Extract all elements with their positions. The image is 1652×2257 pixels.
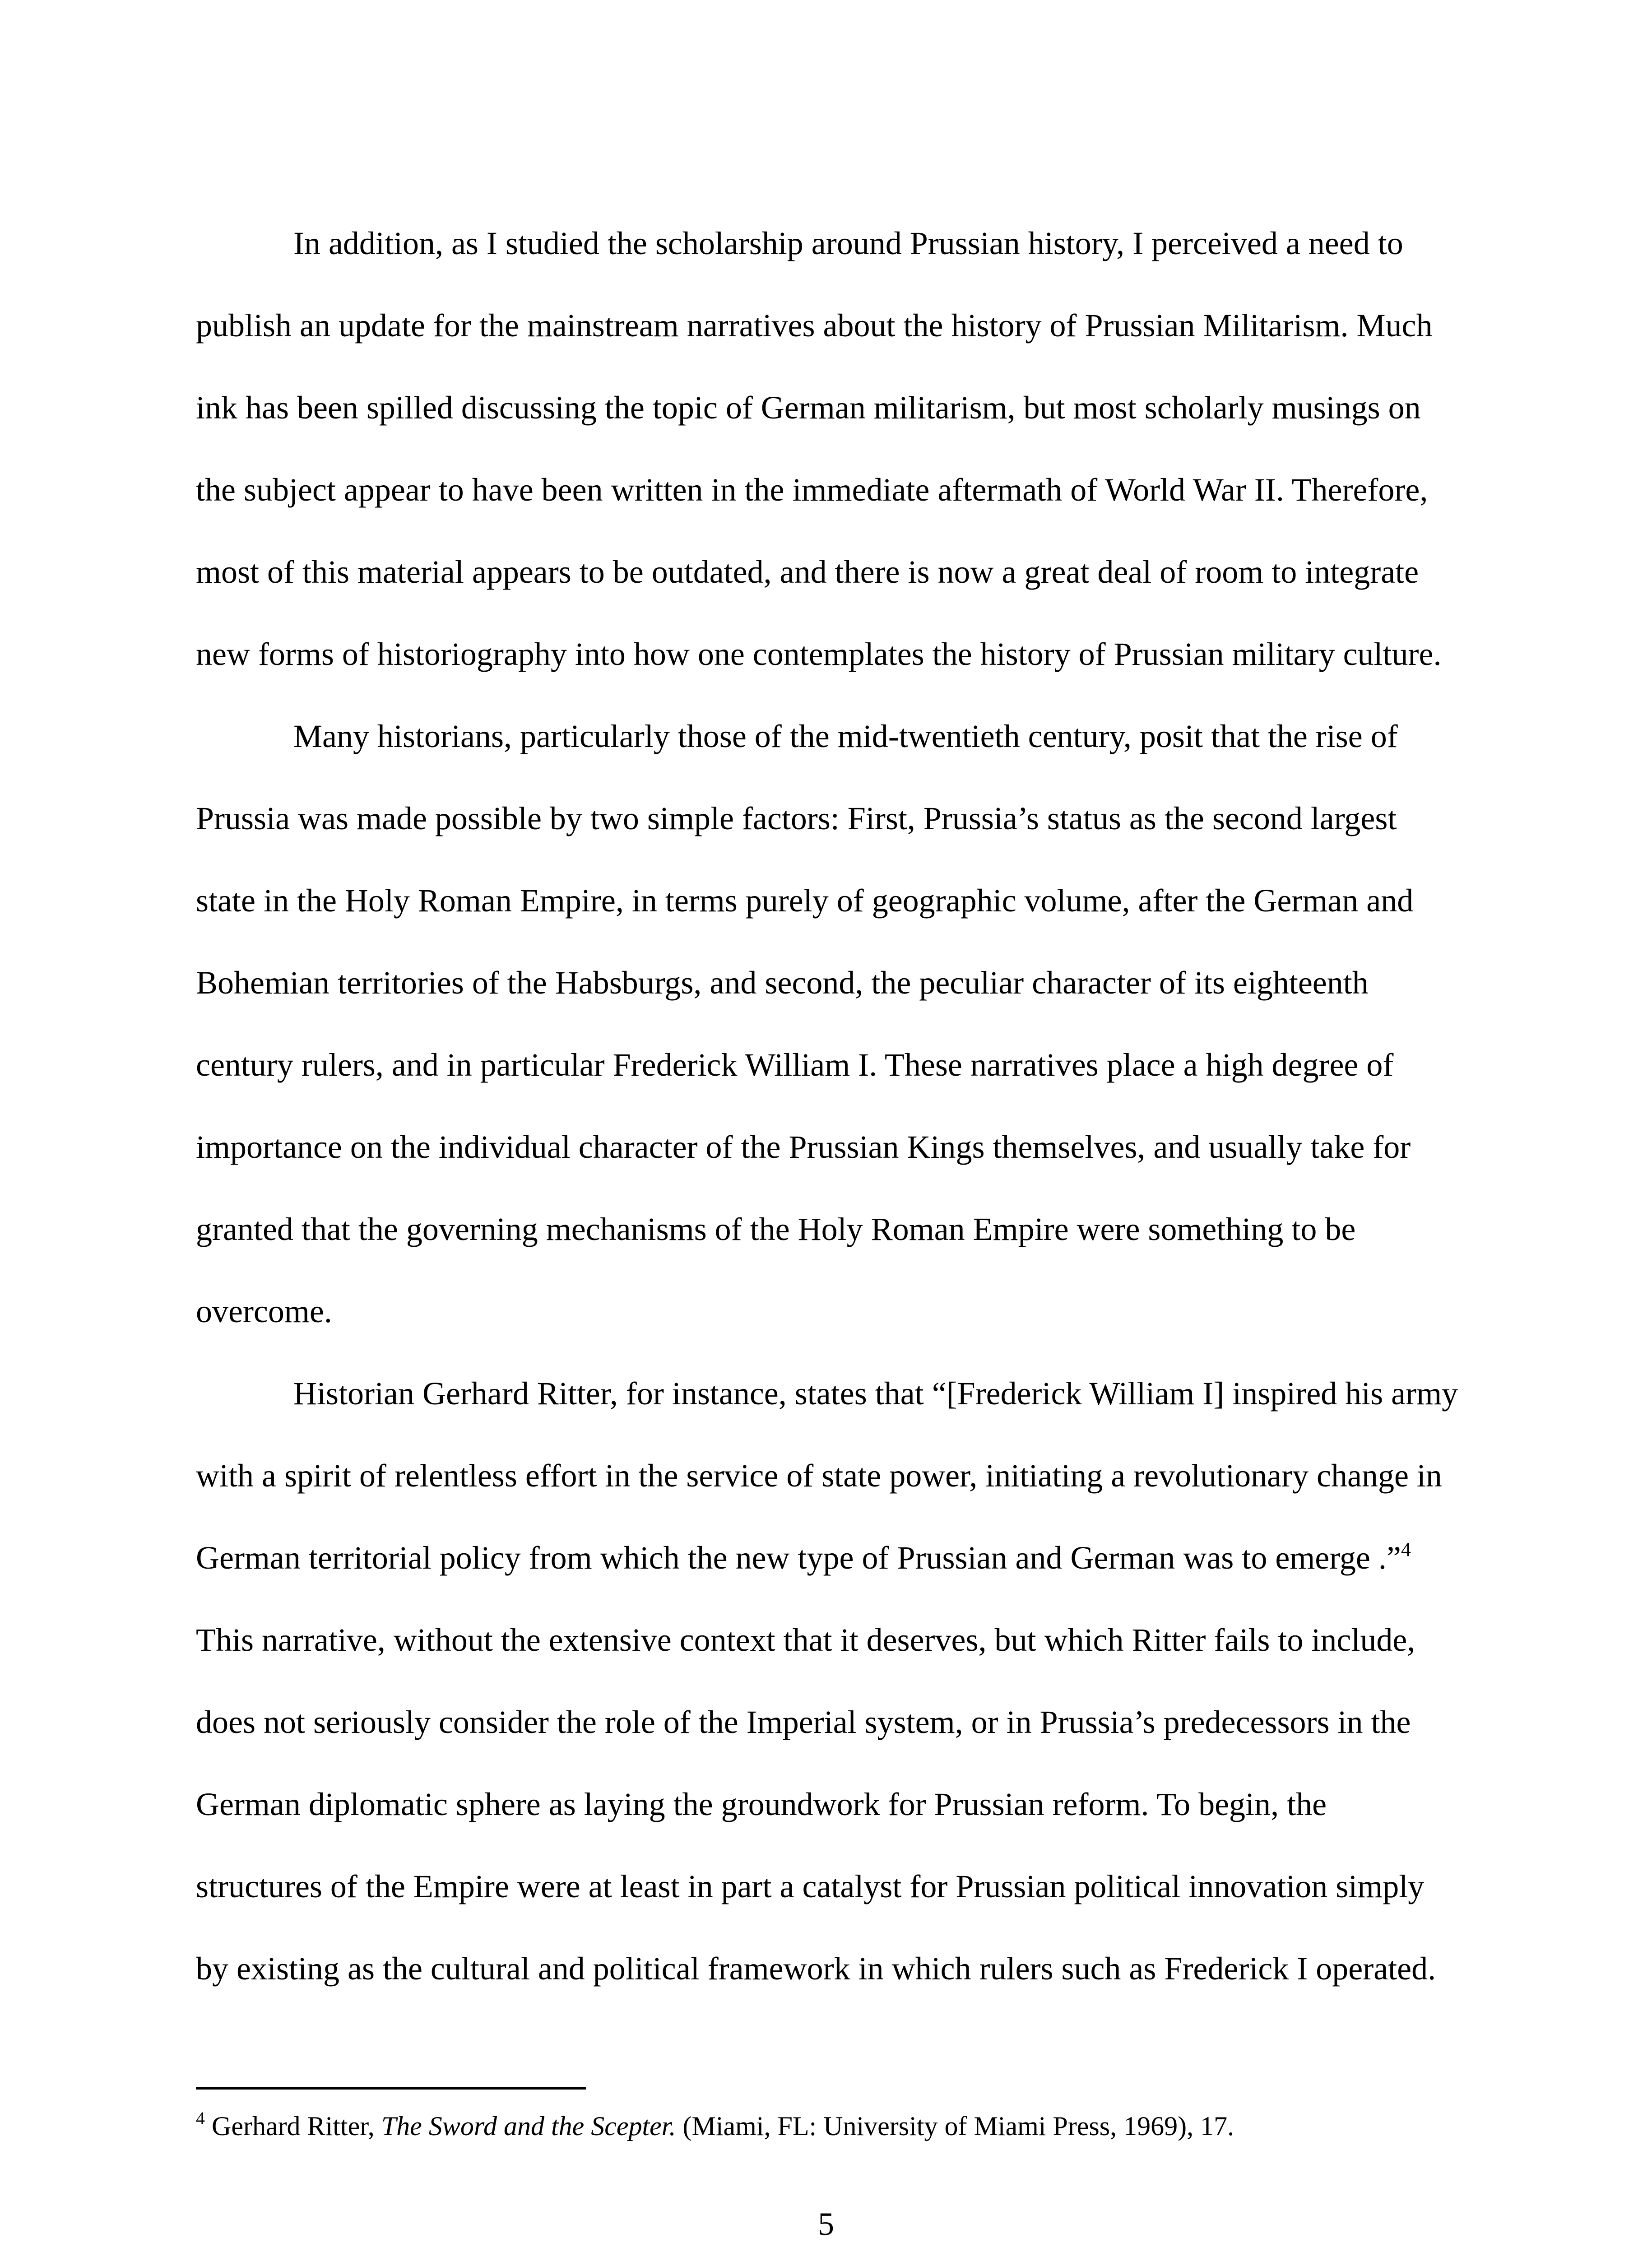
paragraph-3-text-before-note: Historian Gerhard Ritter, for instance, states that “[Frederick William I] inspired his army with a spirit of relentless effort in the service of state power, initiating a revolutionary change in German territorial policy from which the new type of Prussian and German was to emerge .”	[196, 1375, 1458, 1576]
paragraph-1	[196, 202, 1460, 695]
footnote-title: The Sword and the Scepter.	[381, 2111, 676, 2141]
paragraph-2-text: Many historians, particularly those of the mid-twentieth century, posit that the rise of Prussia was made possible by two simple factors: First, Prussia’s status as the second largest state in the Holy Roman Empire, in terms purely of geographic volume, after the German and Bohemian territories of the Habsburgs, and second, the peculiar character of its eighteenth century rulers, and in particular Frederick William I. These narratives place a high degree of importance on the individual character of the Prussian Kings themselves, and usually take for granted that the governing mechanisms of the Holy Roman Empire were something to be overcome.	[196, 718, 1414, 1329]
paragraph-3	[196, 1352, 1460, 2010]
body-text	[196, 202, 1460, 2010]
footnote-separator	[196, 2087, 586, 2090]
footnote	[196, 2109, 1460, 2143]
page-number: 5	[818, 2206, 834, 2242]
footnote-author: Gerhard Ritter,	[212, 2111, 381, 2141]
paragraph-2	[196, 695, 1460, 1352]
footnote-number: 4	[196, 2108, 205, 2128]
footnote-reference[interactable]: 4	[1401, 1538, 1411, 1560]
footnote-publication: (Miami, FL: University of Miami Press, 1969), 17.	[676, 2111, 1234, 2141]
paragraph-3-text-after-note: This narrative, without the extensive context that it deserves, but which Ritter fails to include, does not seriously consider the role of the Imperial system, or in Prussia’s predecessors in the German diplomatic sphere as laying the groundwork for Prussian reform. To begin, the structures of the Empire were at least in part a catalyst for Prussian political innovation simply by existing as the cultural and political framework in which rulers such as Frederick I operated.	[196, 1622, 1436, 1987]
paragraph-1-text: In addition, as I studied the scholarship around Prussian history, I perceived a need to publish an update for the mainstream narratives about the history of Prussian Militarism. Much ink has been spilled discussing the topic of German militarism, but most scholarly musings on the subject appear to have been written in the immediate aftermath of World War II. Therefore, most of this material appears to be outdated, and there is now a great deal of room to integrate new forms of historiography into how one contemplates the history of Prussian military culture.	[196, 225, 1442, 672]
